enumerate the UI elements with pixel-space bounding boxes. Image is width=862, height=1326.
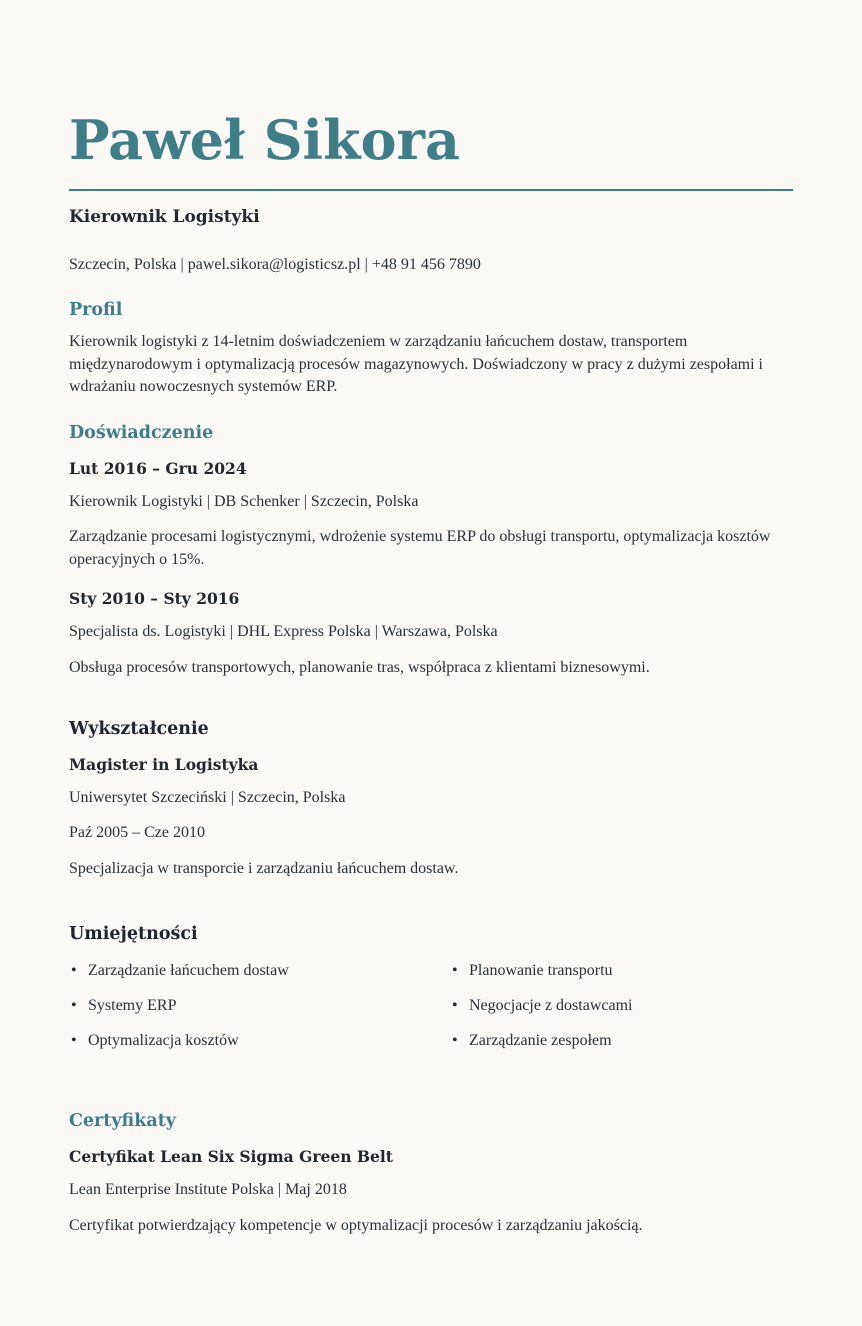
experience-description: Obsługa procesów transportowych, planowanie tras, współpraca z klientami biznesowymi. bbox=[69, 658, 650, 676]
skill-item bbox=[450, 996, 793, 1017]
certifications-heading: Certyfikaty bbox=[69, 1111, 176, 1132]
certification-name: Certyfikat Lean Six Sigma Green Belt bbox=[69, 1147, 393, 1167]
section-profile bbox=[69, 300, 793, 399]
education-heading: Wykształcenie bbox=[69, 718, 209, 739]
section-certifications bbox=[69, 1111, 793, 1237]
skill-item bbox=[69, 961, 412, 982]
skill-label: Zarządzanie zespołem bbox=[469, 1031, 612, 1049]
experience-dates: Sty 2010 – Sty 2016 bbox=[69, 589, 240, 609]
certification-description: Certyfikat potwierdzający kompetencje w optymalizacji procesów i zarządzaniu jakością. bbox=[69, 1216, 643, 1234]
profile-text: Kierownik logistyki z 14-letnim doświadczeniem w zarządzaniu łańcuchem dostaw, transportem międzynarodowym i optymalizacją procesów magazynowych. Doświadczony w pracy z dużymi zespołami i wdrażaniu nowoczesnych systemów ERP. bbox=[69, 332, 763, 396]
skill-label: Optymalizacja kosztów bbox=[88, 1031, 239, 1049]
skills-column-left bbox=[69, 961, 412, 1065]
experience-entry bbox=[69, 589, 793, 679]
bullet-icon bbox=[71, 961, 77, 982]
skills-heading: Umiejętności bbox=[69, 924, 198, 945]
section-experience bbox=[69, 423, 793, 679]
person-name: Paweł Sikora bbox=[69, 108, 460, 172]
skill-item bbox=[450, 1031, 793, 1052]
skill-label: Systemy ERP bbox=[88, 996, 177, 1014]
bullet-icon bbox=[452, 996, 458, 1017]
skill-label: Negocjacje z dostawcami bbox=[469, 996, 633, 1014]
experience-entry bbox=[69, 459, 793, 571]
skill-label: Planowanie transportu bbox=[469, 962, 613, 980]
skills-list bbox=[69, 961, 793, 1065]
experience-dates: Lut 2016 – Gru 2024 bbox=[69, 458, 247, 478]
bullet-icon bbox=[452, 1031, 458, 1052]
bullet-icon bbox=[71, 1031, 77, 1052]
education-dates: Paź 2005 – Cze 2010 bbox=[69, 824, 205, 842]
education-degree: Magister in Logistyka bbox=[69, 754, 259, 774]
skill-label: Zarządzanie łańcuchem dostaw bbox=[88, 962, 289, 980]
skill-item bbox=[69, 996, 412, 1017]
job-title: Kierownik Logistyki bbox=[69, 206, 260, 227]
skills-column-right bbox=[450, 961, 793, 1065]
certification-issuer-line: Lean Enterprise Institute Polska | Maj 2018 bbox=[69, 1181, 347, 1199]
profile-heading: Profil bbox=[69, 299, 123, 320]
skill-item bbox=[69, 1031, 412, 1052]
section-education bbox=[69, 719, 793, 880]
experience-role-line: Kierownik Logistyki | DB Schenker | Szczecin, Polska bbox=[69, 492, 419, 510]
header-divider bbox=[69, 189, 793, 191]
skill-item bbox=[450, 961, 793, 982]
education-description: Specjalizacja w transporcie i zarządzaniu łańcuchem dostaw. bbox=[69, 859, 459, 877]
resume-document bbox=[0, 108, 862, 1326]
section-skills bbox=[69, 924, 793, 1065]
education-school-line: Uniwersytet Szczeciński | Szczecin, Polska bbox=[69, 788, 346, 806]
experience-description: Zarządzanie procesami logistycznymi, wdrożenie systemu ERP do obsługi transportu, optymalizacja kosztów operacyjnych o 15%. bbox=[69, 528, 771, 568]
experience-role-line: Specjalista ds. Logistyki | DHL Express Polska | Warszawa, Polska bbox=[69, 623, 498, 641]
bullet-icon bbox=[452, 961, 458, 982]
experience-heading: Doświadczenie bbox=[69, 422, 214, 443]
bullet-icon bbox=[71, 996, 77, 1017]
contact-line: Szczecin, Polska | pawel.sikora@logisticsz.pl | +48 91 456 7890 bbox=[69, 255, 481, 273]
